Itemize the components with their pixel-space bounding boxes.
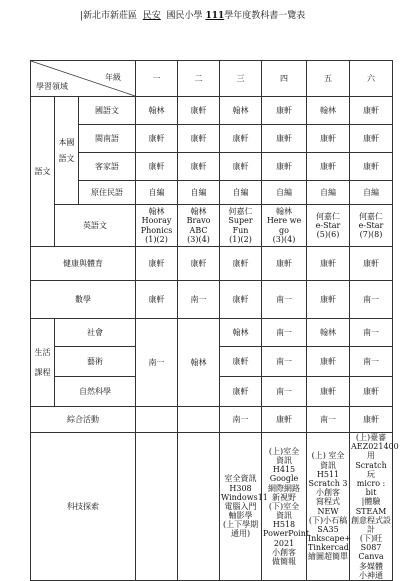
cell: 翰林 [307, 97, 350, 125]
language-label: 語文 [31, 97, 55, 247]
cell: 南一 [350, 347, 393, 377]
cell: 康軒 [262, 97, 307, 125]
textbook-table [30, 60, 399, 581]
cell: 自編 [220, 181, 262, 205]
cell: 康軒 [220, 247, 262, 281]
cell: 康軒 [307, 153, 350, 181]
cell-empty [136, 433, 178, 581]
row-label-integrated: 綜合活動 [31, 407, 136, 433]
cell: 南一 [220, 407, 262, 433]
cell: 康軒 [350, 377, 393, 407]
cell-life-g1: 南一 [136, 319, 178, 407]
cell: 自編 [307, 181, 350, 205]
cell: 康軒 [178, 97, 220, 125]
cell: 康軒 [220, 125, 262, 153]
cell: 康軒 [136, 153, 178, 181]
cell-english-g5: 何嘉仁 e-Star (5)(6) [307, 205, 350, 247]
cell: 翰林 [136, 97, 178, 125]
row-label-social: 社會 [55, 319, 136, 347]
cell: 康軒 [350, 153, 393, 181]
cell-life-g2: 翰林 [178, 319, 220, 407]
cell: 康軒 [350, 407, 393, 433]
cell: 康軒 [220, 347, 262, 377]
cell: 自編 [350, 181, 393, 205]
cell-english-g1: 翰林 Hooray Phonics (1)(2) [136, 205, 178, 247]
row-label-science: 自然科學 [55, 377, 136, 407]
cell: 南一 [262, 319, 307, 347]
row-label-indigenous: 原住民語 [79, 181, 136, 205]
cell: 康軒 [350, 125, 393, 153]
cell: 康軒 [262, 125, 307, 153]
cell: 自編 [178, 181, 220, 205]
cell: 南一 [262, 347, 307, 377]
cell: 自編 [262, 181, 307, 205]
cell-tech-g3: 室全資訊 H308 Windows11 電腦入門 軸影學 (上下學期 通用) [220, 433, 262, 581]
grade-header: 二 [178, 61, 220, 97]
cell: 南一 [262, 377, 307, 407]
cell: 康軒 [178, 153, 220, 181]
cell: 翰林 [220, 319, 262, 347]
cell: 南一 [350, 281, 393, 319]
row-label-arts: 藝術 [55, 347, 136, 377]
grade-header: 三 [220, 61, 262, 97]
cell-tech-g4: (上)室全 資訊 H415 Google 網際網路 新視野 (下)室全 資訊 H518 PowerPoint 2021 小創客 做簡報 [262, 433, 307, 581]
cell-empty [136, 407, 178, 433]
cell: 康軒 [262, 407, 307, 433]
row-label-health: 健康與體育 [31, 247, 136, 281]
cell: 南一 [307, 407, 350, 433]
row-label-english: 英語文 [55, 205, 136, 247]
cell-tech-g6: (上)臺審 AEZ021400 用 Scratch 玩 micro : bit |體驗 STEAM 創意程式設計 (下)旺 S087 Canva 多媒體 小神通 [351, 433, 399, 580]
cell: 康軒 [307, 377, 350, 407]
cell: 康軒 [350, 247, 393, 281]
cell: 翰林 [307, 319, 350, 347]
cell: 康軒 [136, 281, 178, 319]
grade-label: 年級 [105, 73, 122, 82]
grade-header: 四 [262, 61, 307, 97]
cell: 翰林 [220, 97, 262, 125]
cell: 康軒 [220, 377, 262, 407]
cell: 南一 [178, 281, 220, 319]
cell: 南一 [350, 319, 393, 347]
cell: 康軒 [350, 97, 393, 125]
field-label: 學習領域 [36, 81, 68, 91]
cell-tech-g5: (上) 室全 資訊 H511 Scratch 3 小創客 寫程式 NEW (下)小石稿 SA35 Inkscape+ Tinkercad 繪圖超簡單 [307, 433, 350, 581]
grade-header: 一 [136, 61, 178, 97]
life-course-label: 生活課程 [31, 319, 55, 407]
cell: 康軒 [307, 347, 350, 377]
cell-empty [178, 433, 220, 581]
cell: 康軒 [262, 153, 307, 181]
row-label-minnan: 閩南語 [79, 125, 136, 153]
cell-english-g4: 翰林 Here we go (3)(4) [262, 205, 307, 247]
cell: 康軒 [262, 247, 307, 281]
grade-header: 六 [350, 61, 393, 97]
native-language-label: 本國語文 [55, 97, 79, 205]
cell-english-g6: 何嘉仁 e-Star (7)(8) [350, 205, 393, 247]
cell: 南一 [262, 281, 307, 319]
cell: 康軒 [136, 247, 178, 281]
cell: 康軒 [178, 125, 220, 153]
cell: 康軒 [220, 281, 262, 319]
cell: 康軒 [307, 125, 350, 153]
row-label-chinese: 國語文 [79, 97, 136, 125]
row-label-hakka: 客家語 [79, 153, 136, 181]
row-label-tech: 科技探索 [31, 433, 136, 581]
cell: 康軒 [307, 247, 350, 281]
header-corner [31, 61, 136, 97]
cell-empty [178, 407, 220, 433]
row-label-math: 數學 [31, 281, 136, 319]
cell: 康軒 [307, 281, 350, 319]
cell: 康軒 [220, 153, 262, 181]
cell-english-g3: 何嘉仁 Super Fun (1)(2) [220, 205, 262, 247]
document-title: |新北市新莊區 民安 國民小學 111學年度教科書一覽表 [80, 11, 306, 21]
cell: 康軒 [136, 125, 178, 153]
cell: 康軒 [178, 247, 220, 281]
grade-header: 五 [307, 61, 350, 97]
cell-english-g2: 翰林 Bravo ABC (3)(4) [178, 205, 220, 247]
cell: 自編 [136, 181, 178, 205]
